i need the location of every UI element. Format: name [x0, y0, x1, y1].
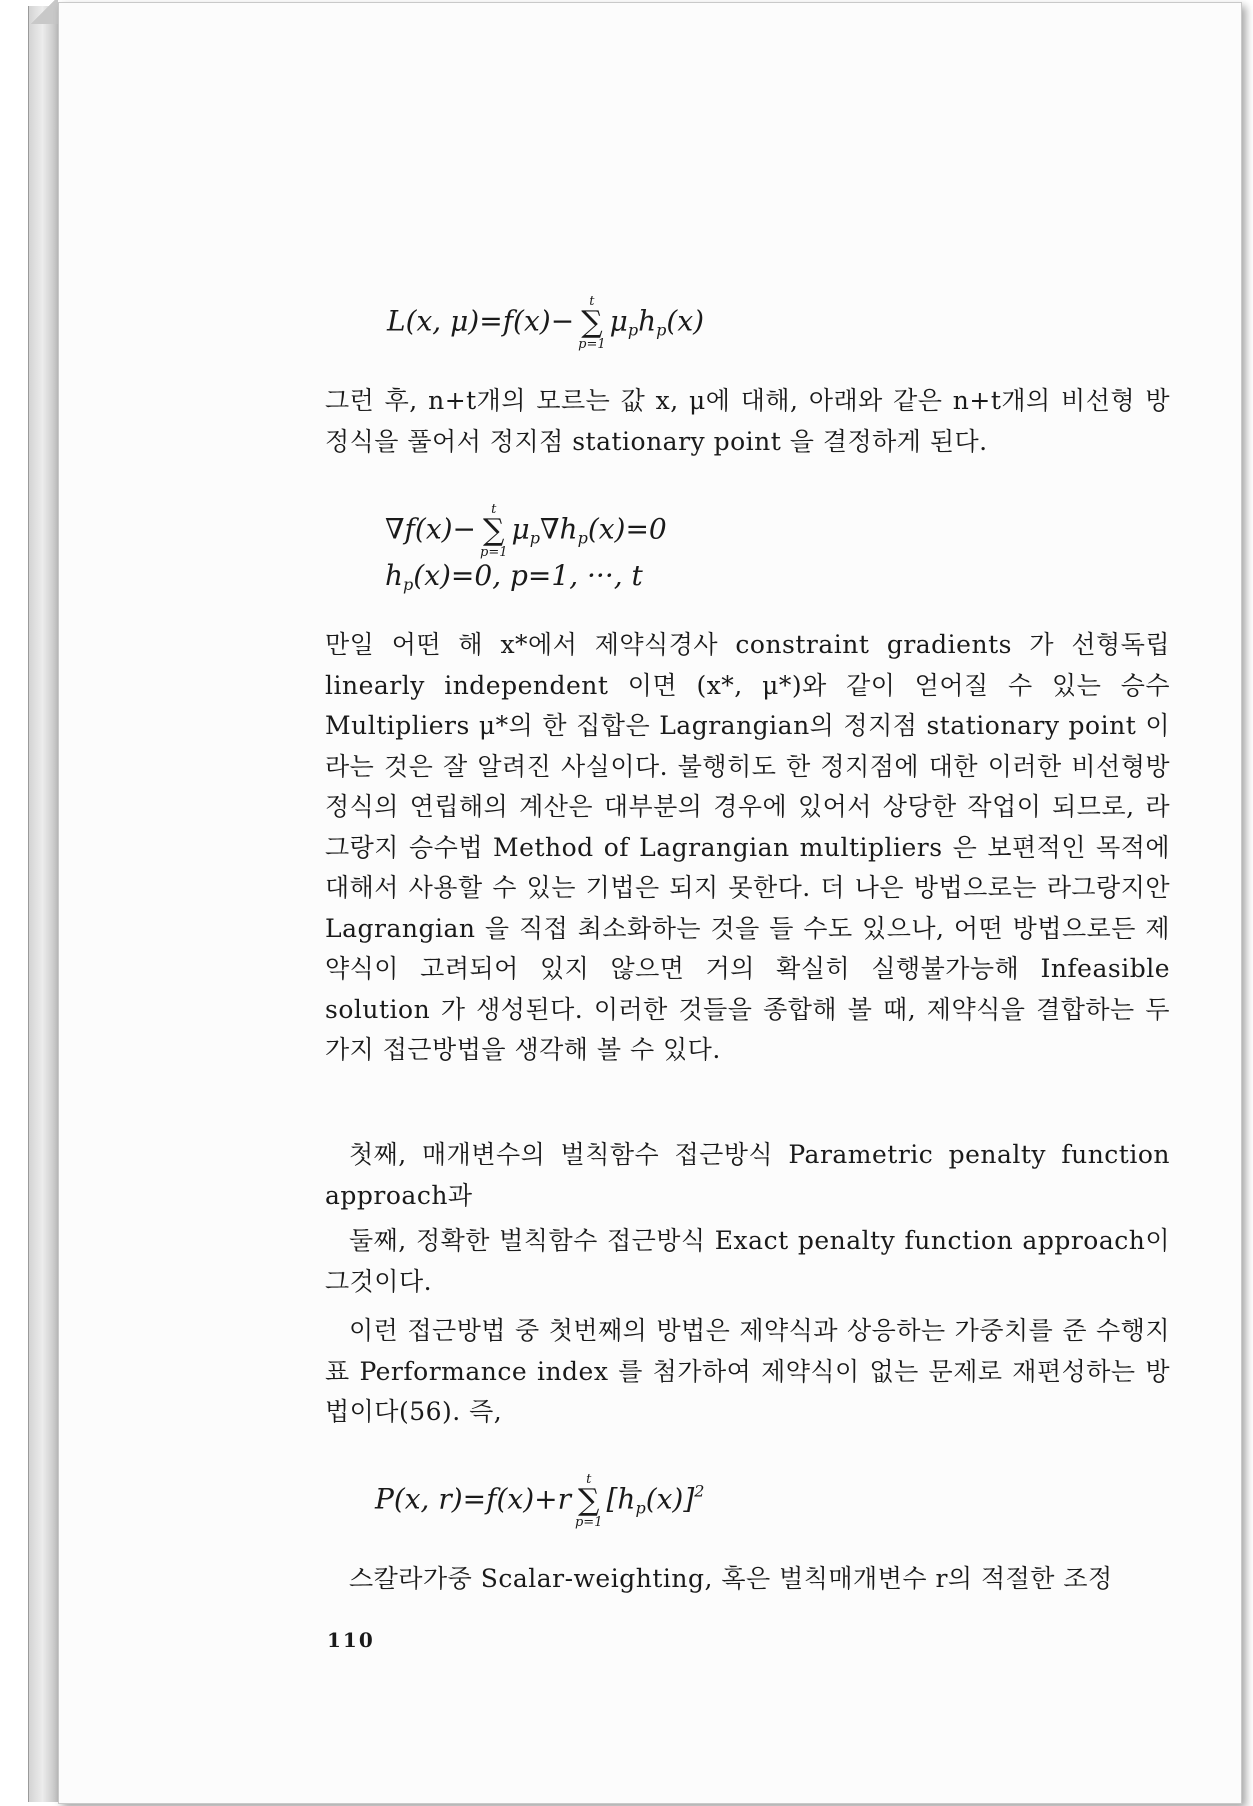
paragraph-4-text: 둘째, 정확한 벌칙함수 접근방식 Exact penalty function approach이 그것이다.	[325, 1226, 1170, 1296]
eq2-line1-a: ∇f(x)−	[385, 512, 477, 546]
eq3-lhs: P(x, r)	[375, 1482, 463, 1516]
paragraph-5	[325, 1311, 1170, 1433]
eq1-rhs-b: μ	[609, 304, 628, 338]
eq2-line1-b-sub: p	[529, 528, 540, 548]
lagrangian-equation	[387, 295, 704, 351]
eq2-line2-a-sub: p	[403, 575, 414, 594]
paragraph-6-text: 스칼라가중 Scalar-weighting, 혹은 벌칙매개변수 r의 적절한 조정	[349, 1564, 1113, 1593]
eq1-rhs-b-sub: p	[627, 320, 639, 340]
eq2-line1-d: (x)=0	[587, 512, 667, 546]
eq3-rhs-b: [h	[606, 1482, 636, 1516]
eq2-line1-c: ∇h	[539, 512, 578, 546]
eq3-rhs-a: =f(x)+r	[462, 1482, 571, 1516]
eq2-line2-a: h	[385, 559, 404, 592]
eq1-sum-bottom: p=1	[578, 337, 606, 352]
eq2-summation: t ∑ p=1	[480, 502, 508, 560]
eq2-line2-b: (x)=0, p=1, ···, t	[413, 559, 643, 592]
penalty-function-equation	[375, 1473, 704, 1529]
eq2-sum-bottom: p=1	[480, 545, 508, 560]
page-number: 110	[327, 1628, 375, 1652]
paragraph-1: 그런 후, n+t개의 모르는 값 x, μ에 대해, 아래와 같은 n+t개의 비선형 방정식을 풀어서 정지점 stationary point 을 결정하게 된다.	[325, 386, 1170, 456]
eq3-rhs-b-sub: p	[635, 1498, 646, 1518]
paragraph-4	[325, 1221, 1170, 1302]
eq1-rhs-c: h	[638, 304, 657, 338]
eq2-line1-b: μ	[511, 512, 530, 546]
eq2-line1-c-sub: p	[577, 528, 588, 548]
paragraph-5-text: 이런 접근방법 중 첫번째의 방법은 제약식과 상응하는 가중치를 준 수행지표 Performance index 를 첨가하여 제약식이 없는 문제로 재편성하는 방법이다(56). 즉,	[325, 1316, 1170, 1426]
eq3-rhs-c: (x)]	[645, 1482, 695, 1516]
eq1-rhs-c-sub: p	[656, 320, 667, 340]
eq1-rhs-d: (x)	[666, 304, 705, 338]
stationary-equation-line-2	[385, 559, 643, 594]
paragraph-3	[325, 1135, 1170, 1216]
stationary-equation-line-1	[385, 503, 667, 559]
eq2-sum-top: t	[491, 502, 497, 517]
book-spine-top	[28, 0, 58, 24]
eq1-sum-top: t	[589, 294, 595, 309]
eq1-lhs: L(x, μ)	[387, 304, 480, 338]
eq3-rhs-sup: 2	[694, 1481, 705, 1501]
paragraph-3-text: 첫째, 매개변수의 벌칙함수 접근방식 Parametric penalty function approach과	[325, 1140, 1170, 1210]
paragraph-2: 만일 어떤 해 x*에서 제약식경사 constraint gradients 가 선형독립 linearly independent 이면 (x*, μ*)와 같이 얻어질 수 있는 승수 Multipliers μ*의 한 집합은 Lagrangian의 정지점 stationary point 이라는 것은 잘 알려진 사실이다. 불행히도 한 정지점에 대한 이러한 비선형방정식의 연립해의 계산은 대부분의 경우에 있어서 상당한 작업이 되므로, 라그랑지 승수법 Method of Lagrangian multipliers 은 보편적인 목적에 대해서 사용할 수 있는 기법은 되지 못한다. 더 나은 방법으로는 라그랑지안 Lagrangian 을 직접 최소화하는 것을 들 수도 있으나, 어떤 방법으로든 제약식이 고려되어 있지 않으면 거의 확실히 실행불가능해 Infeasible solution 가 생성된다. 이러한 것들을 종합해 볼 때, 제약식을 결합하는 두 가지 접근방법을 생각해 볼 수 있다.	[325, 630, 1170, 1064]
eq3-sum-top: t	[586, 1472, 592, 1487]
eq1-rhs-a: =f(x)−	[479, 304, 575, 338]
eq3-sum-bottom: p=1	[574, 1515, 603, 1530]
paragraph-6	[325, 1559, 1170, 1600]
book-spine	[28, 6, 59, 1802]
text-block	[267, 3, 1169, 1803]
eq3-summation: t ∑ p=1	[574, 1472, 603, 1530]
document-page	[58, 2, 1242, 1804]
eq1-summation: t ∑ p=1	[578, 294, 606, 352]
